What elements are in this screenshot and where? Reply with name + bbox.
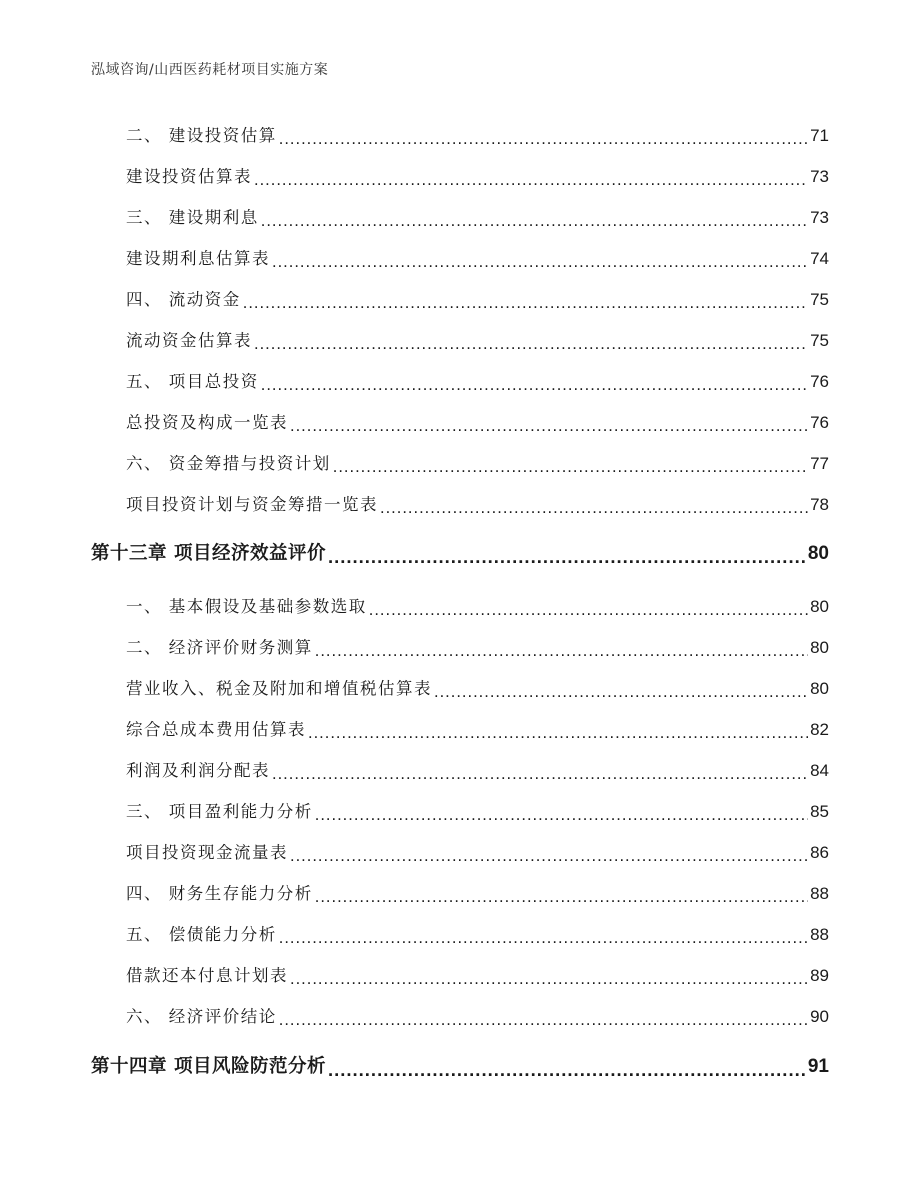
toc-entry[interactable] [126,843,829,863]
toc-entry[interactable] [126,638,829,658]
toc-entry[interactable] [126,331,829,351]
toc-dot-leader [261,378,808,392]
toc-dot-leader [290,972,808,986]
toc-dot-leader [315,644,808,658]
toc-dot-leader [434,685,808,699]
toc-entry-page: 80 [810,638,829,657]
toc-entry[interactable] [126,966,829,986]
toc-dot-leader [315,808,808,822]
toc-entry-title: 五、 偿债能力分析 [126,925,277,944]
toc-entry[interactable] [126,495,829,515]
toc-entry-title: 流动资金估算表 [126,331,252,350]
toc-chapter-title: 第十三章 项目经济效益评价 [91,543,326,564]
toc-entry-title: 建设投资估算表 [126,167,252,186]
toc-dot-leader [308,726,808,740]
toc-chapter-entry[interactable] [91,1057,829,1077]
toc-entry[interactable] [126,679,829,699]
toc-entry-title: 总投资及构成一览表 [126,413,288,432]
toc-entry-title: 建设期利息估算表 [126,249,270,268]
toc-dot-leader [380,501,808,515]
toc-entry-page: 91 [807,1056,829,1077]
toc-dot-leader [290,419,808,433]
toc-entry-page: 85 [810,802,829,821]
toc-entry-page: 84 [810,761,829,780]
toc-entry-page: 88 [810,925,829,944]
toc-entry[interactable] [126,1007,829,1027]
toc-entry-page: 86 [810,843,829,862]
toc-entry-title: 三、 项目盈利能力分析 [126,802,313,821]
toc-entry-page: 74 [810,249,829,268]
toc-entry-page: 73 [810,208,829,227]
toc-entry[interactable] [126,249,829,269]
toc-entry[interactable] [126,925,829,945]
toc-entry-page: 75 [810,331,829,350]
toc-entry-title: 二、 建设投资估算 [126,126,277,145]
toc-entry-title: 六、 资金筹措与投资计划 [126,454,331,473]
toc-entry-page: 80 [810,597,829,616]
toc-entry-page: 80 [807,543,829,564]
toc-entry[interactable] [126,372,829,392]
toc-entry-title: 二、 经济评价财务测算 [126,638,313,657]
toc-dot-leader [254,337,808,351]
toc-dot-leader [279,132,808,146]
toc-entry-page: 76 [810,413,829,432]
toc-entry-page: 80 [810,679,829,698]
toc-dot-leader [243,296,808,310]
toc-dot-leader [261,214,808,228]
toc-entry-page: 71 [810,126,829,145]
toc-entry[interactable] [126,597,829,617]
toc-entry-page: 78 [810,495,829,514]
toc-entry[interactable] [126,208,829,228]
toc-entry-page: 77 [810,454,829,473]
document-header: 泓域咨询/山西医药耗材项目实施方案 [91,62,329,78]
toc-dot-leader [279,931,808,945]
toc-entry-title: 六、 经济评价结论 [126,1007,277,1026]
toc-entry[interactable] [126,884,829,904]
toc-dot-leader [328,1063,806,1077]
toc-entry[interactable] [126,413,829,433]
toc-dot-leader [254,173,808,187]
toc-entry[interactable] [126,761,829,781]
toc-entry-title: 项目投资计划与资金筹措一览表 [126,495,378,514]
toc-entry[interactable] [126,802,829,822]
toc-entry-title: 四、 财务生存能力分析 [126,884,313,903]
toc-dot-leader [328,550,806,564]
toc-entry-page: 76 [810,372,829,391]
toc-entry-title: 借款还本付息计划表 [126,966,288,985]
toc-entry-page: 75 [810,290,829,309]
toc-entry[interactable] [126,720,829,740]
toc-entry-title: 利润及利润分配表 [126,761,270,780]
toc-dot-leader [369,603,808,617]
toc-entry-title: 营业收入、税金及附加和增值税估算表 [126,679,432,698]
toc-entry-title: 一、 基本假设及基础参数选取 [126,597,367,616]
toc-entry-page: 90 [810,1007,829,1026]
toc-entry[interactable] [126,126,829,146]
toc-entry-title: 三、 建设期利息 [126,208,259,227]
toc-dot-leader [272,767,808,781]
toc-entry-title: 四、 流动资金 [126,290,241,309]
toc-dot-leader [272,255,808,269]
toc-entry-title: 综合总成本费用估算表 [126,720,306,739]
toc-entry-page: 88 [810,884,829,903]
toc-chapter-entry[interactable] [91,544,829,564]
toc-entry-page: 82 [810,720,829,739]
toc-dot-leader [315,890,808,904]
toc-dot-leader [290,849,808,863]
toc-chapter-title: 第十四章 项目风险防范分析 [91,1056,326,1077]
toc-entry[interactable] [126,167,829,187]
toc-entry-page: 89 [810,966,829,985]
toc-entry[interactable] [126,290,829,310]
toc-entry-title: 五、 项目总投资 [126,372,259,391]
toc-dot-leader [333,460,808,474]
toc-entry-page: 73 [810,167,829,186]
toc-dot-leader [279,1013,808,1027]
toc-entry[interactable] [126,454,829,474]
toc-entry-title: 项目投资现金流量表 [126,843,288,862]
